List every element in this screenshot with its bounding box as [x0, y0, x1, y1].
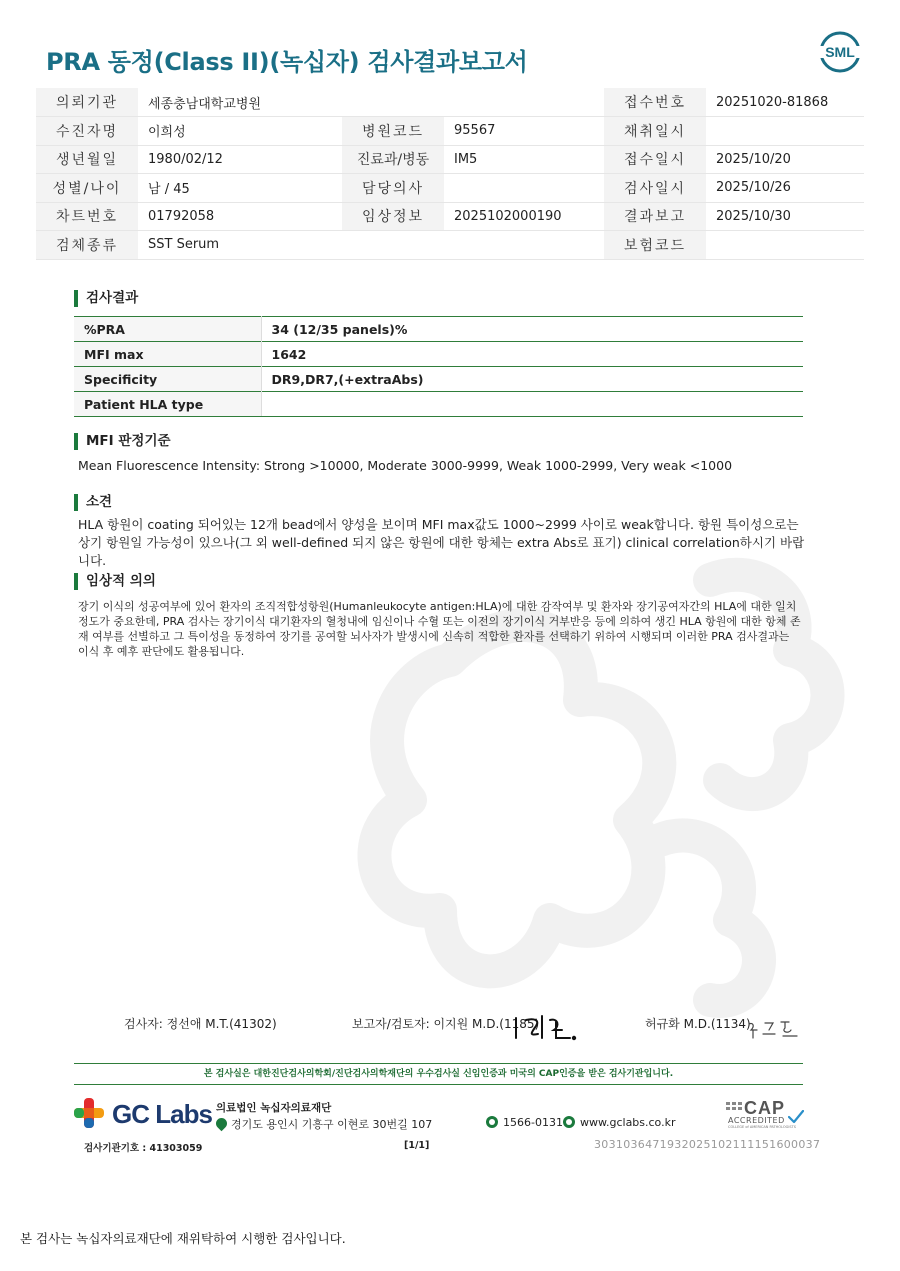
result-key: Patient HLA type — [74, 392, 261, 417]
info-row — [36, 145, 864, 174]
third-signature — [745, 1018, 801, 1040]
website-text[interactable]: www.gclabs.co.kr — [580, 1116, 676, 1129]
phone-text: 1566-0131 — [503, 1116, 563, 1129]
info-label: 채취일시 — [604, 117, 706, 146]
result-key: MFI max — [74, 342, 261, 367]
result-value: DR9,DR7,(+extraAbs) — [261, 367, 803, 392]
website[interactable] — [563, 1116, 676, 1129]
result-row — [74, 317, 803, 342]
info-label: 검사일시 — [604, 174, 706, 203]
info-value — [444, 174, 604, 203]
third-signer: 허규화 M.D.(1134) — [645, 1017, 751, 1031]
info-empty — [342, 88, 444, 117]
result-key: %PRA — [74, 317, 261, 342]
sml-logo — [818, 30, 862, 74]
address-text: 경기도 용인시 기흥구 이현로 30번길 107 — [231, 1118, 433, 1131]
phone — [486, 1116, 563, 1129]
info-value: 2025/10/30 — [706, 202, 864, 231]
home-icon — [563, 1116, 575, 1128]
info-label: 임상정보 — [342, 202, 444, 231]
info-value: 20251020-81868 — [706, 88, 864, 117]
info-label: 성별/나이 — [36, 174, 138, 203]
gc-cross-icon — [72, 1096, 106, 1130]
certification-line: 본 검사실은 대한진단검사의학회/진단검사의학재단의 우수검사실 신임인증과 미국의 CAP인증을 받은 검사기관입니다. — [74, 1063, 803, 1085]
report-title: PRA 동정(Class II)(녹십자) 검사결과보고서 — [46, 48, 528, 76]
result-value: 1642 — [261, 342, 803, 367]
info-label: 의뢰기관 — [36, 88, 138, 117]
info-value: 95567 — [444, 117, 604, 146]
info-empty — [342, 231, 444, 260]
result-value: 34 (12/35 panels)% — [261, 317, 803, 342]
info-value: 이희성 — [138, 117, 342, 146]
criteria-heading: MFI 판정기준 — [74, 433, 171, 450]
opinion-text: HLA 항원이 coating 되어있는 12개 bead에서 양성을 보이며 MFI max값도 1000~2999 사이로 weak합니다. 항원 특이성으로는 상기 항원일 가능성이 있으나(그 외 well-defined 되지 않은 항원에 대한 항체는 extra Abs로 표기) clinical correlation하시기 바랍니다. — [78, 517, 805, 568]
location-pin-icon — [214, 1116, 230, 1132]
reporter-signature — [510, 1008, 580, 1044]
cap-accredited-logo — [724, 1100, 808, 1132]
cap-grid-icon — [726, 1102, 742, 1114]
info-label: 생년월일 — [36, 145, 138, 174]
institution-number: 검사기관기호 : 41303059 — [84, 1143, 203, 1154]
info-value: 2025102000190 — [444, 202, 604, 231]
clinical-text: 장기 이식의 성공여부에 있어 환자의 조직적합성항원(Humanleukocyte antigen:HLA)에 대한 감작여부 및 환자와 장기공여자간의 HLA에 대한 일치정도가 중요한데, PRA 검사는 장기이식 대기환자의 혈청내에 임신이나 수혈 또는 이전의 장기이식 거부반응 등에 의하여 생긴 HLA 항원에 대한 항체 존재 여부를 선별하고 그 특이성을 동정하여 장기를 공여할 뇌사자가 발생시에 신속히 적합한 환자를 선택하기 위하여 시행되며 이러한 PRA 검사결과는 이식 후 예후 판단에도 활용됩니다. — [78, 600, 801, 658]
info-row — [36, 202, 864, 231]
info-value — [706, 117, 864, 146]
info-label: 병원코드 — [342, 117, 444, 146]
criteria-text: Mean Fluorescence Intensity: Strong >10000, Moderate 3000-9999, Weak 1000-2999, Very weak <1000 — [78, 458, 733, 473]
gc-labs-logo — [72, 1096, 222, 1132]
info-value: 01792058 — [138, 202, 342, 231]
info-row — [36, 174, 864, 203]
opinion-heading: 소견 — [74, 494, 112, 511]
result-row — [74, 367, 803, 392]
result-row — [74, 392, 803, 417]
info-value — [706, 231, 864, 260]
info-label: 검체종류 — [36, 231, 138, 260]
info-value: 1980/02/12 — [138, 145, 342, 174]
organization-name: 의료법인 녹십자의료재단 — [216, 1102, 332, 1114]
barcode-number: 3031036471932025102111151600037 — [594, 1138, 821, 1151]
info-value: 2025/10/26 — [706, 174, 864, 203]
info-empty — [444, 88, 604, 117]
clinical-heading: 임상적 의의 — [74, 573, 156, 590]
results-heading: 검사결과 — [74, 290, 138, 307]
info-label: 담당의사 — [342, 174, 444, 203]
result-value — [261, 392, 803, 417]
info-label: 보험코드 — [604, 231, 706, 260]
info-label: 결과보고 — [604, 202, 706, 231]
bottom-note: 본 검사는 녹십자의료재단에 재위탁하여 시행한 검사입니다. — [20, 1231, 346, 1246]
patient-info-table — [36, 88, 864, 260]
info-label: 접수번호 — [604, 88, 706, 117]
check-icon — [788, 1110, 804, 1124]
info-row — [36, 231, 864, 260]
info-label: 수진자명 — [36, 117, 138, 146]
results-table — [74, 316, 803, 417]
report-header — [46, 40, 866, 80]
svg-text:SML: SML — [825, 44, 855, 60]
info-label: 접수일시 — [604, 145, 706, 174]
info-label: 차트번호 — [36, 202, 138, 231]
result-row — [74, 342, 803, 367]
info-value: IM5 — [444, 145, 604, 174]
info-row — [36, 117, 864, 146]
info-value: SST Serum — [138, 231, 342, 260]
info-value: 남 / 45 — [138, 174, 342, 203]
cap-accredited-text: ACCREDITED — [728, 1116, 785, 1125]
tester-signer: 검사자: 정선애 M.T.(41302) — [124, 1017, 277, 1031]
cap-subtext: COLLEGE of AMERICAN PATHOLOGISTS — [728, 1125, 796, 1129]
cap-text: CAP — [744, 1098, 786, 1118]
info-empty — [444, 231, 604, 260]
info-label: 진료과/병동 — [342, 145, 444, 174]
info-value: 세종충남대학교병원 — [138, 88, 342, 117]
phone-icon — [486, 1116, 498, 1128]
info-row — [36, 88, 864, 117]
result-key: Specificity — [74, 367, 261, 392]
reporter-signer: 보고자/검토자: 이지원 M.D.(1185) — [352, 1017, 540, 1031]
gc-labs-text: GC Labs — [112, 1099, 212, 1129]
page-number: [1/1] — [404, 1140, 430, 1151]
info-value: 2025/10/20 — [706, 145, 864, 174]
address — [216, 1116, 432, 1132]
